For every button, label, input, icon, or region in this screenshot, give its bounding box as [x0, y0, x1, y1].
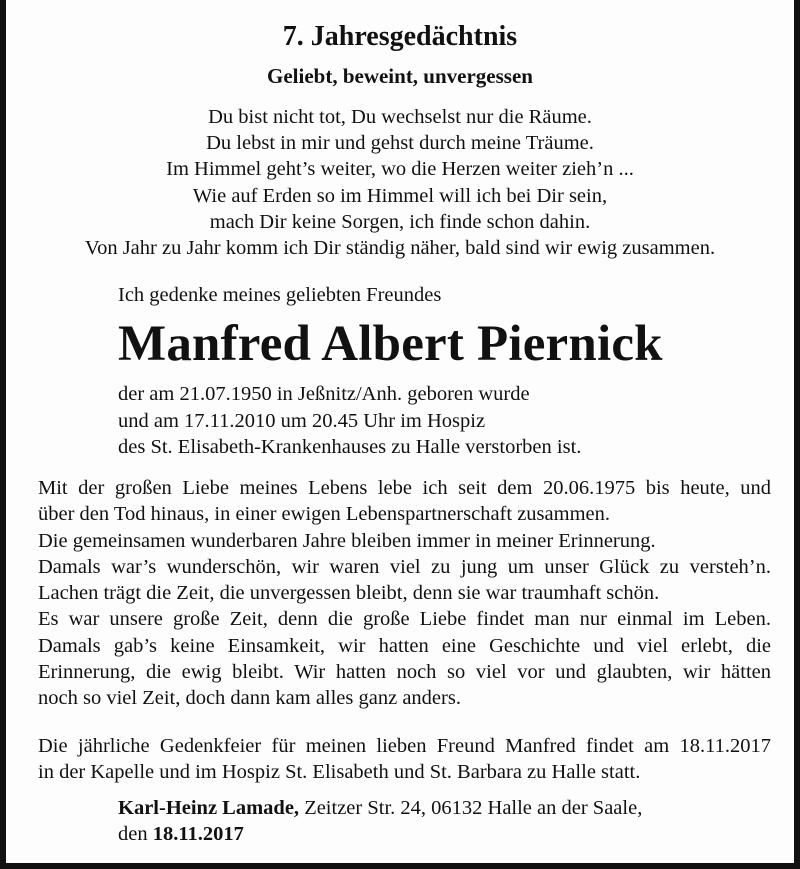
poem: [6, 104, 794, 261]
signature-date: 18.11.2017: [152, 823, 244, 846]
life-details: [118, 381, 581, 461]
poem-line: Im Himmel geht’s weiter, wo die Herzen weiter zieh’n ...: [166, 158, 634, 181]
body-line: Damals war’s wunderschön, wir waren viel zu jung um unser Glück zu versteh’n.: [38, 555, 771, 578]
signature-date-line: [118, 821, 642, 847]
body-line: Es war unsere große Zeit, denn die große Liebe findet man nur einmal im Leben.: [38, 608, 771, 631]
signature: [118, 795, 642, 848]
memorial-text: [38, 475, 771, 712]
memorial-event: [38, 733, 771, 786]
intro-text: Ich gedenke meines geliebten Freundes: [118, 284, 442, 306]
event-line: in der Kapelle und im Hospiz St. Elisabeth und St. Barbara zu Halle statt.: [38, 761, 641, 784]
poem-line: Du bist nicht tot, Du wechselst nur die Räume.: [208, 106, 592, 128]
detail-line: des St. Elisabeth-Krankenhauses zu Halle verstorben ist.: [118, 436, 582, 458]
body-line: Die gemeinsamen wunderbaren Jahre bleiben immer in meiner Erinnerung.: [38, 529, 656, 552]
detail-line: und am 17.11.2010 um 20.45 Uhr im Hospiz: [118, 409, 486, 432]
date-prefix: den: [118, 823, 153, 846]
poem-line: Von Jahr zu Jahr komm ich Dir ständig näher, bald sind wir ewig zusammen.: [84, 237, 716, 260]
notice-title: 7. Jahresgedächtnis: [282, 21, 518, 52]
body-line: Lachen trägt die Zeit, die unvergessen bleibt, denn sie war traumhaft schön.: [38, 582, 660, 605]
event-line: Die jährliche Gedenkfeier für meinen lieben Freund Manfred findet am 18.11.2017: [38, 735, 771, 757]
body-line: noch so viel Zeit, doch dann kam alles ganz anders.: [38, 687, 461, 710]
detail-line: der am 21.07.1950 in Jeßnitz/Anh. geboren wurde: [118, 383, 530, 405]
body-line: über den Tod hinaus, in einer ewigen Lebenspartnerschaft zusammen.: [38, 503, 610, 526]
body-line: Erinnerung, die ewig bleibt. Wir hatten noch so viel vor und glaubten, wir hätten: [38, 661, 771, 684]
poem-line: mach Dir keine Sorgen, ich finde schon dahin.: [209, 210, 591, 233]
deceased-name: Manfred Albert Piernick: [118, 316, 663, 372]
poem-line: Wie auf Erden so im Himmel will ich bei Dir sein,: [192, 184, 608, 207]
signer-address: Zeitzer Str. 24, 06132 Halle an der Saale,: [299, 797, 643, 819]
poem-line: Du lebst in mir und gehst durch meine Träume.: [206, 132, 594, 155]
body-line: Mit der großen Liebe meines Lebens lebe ich seit dem 20.06.1975 bis heute, und: [38, 477, 771, 499]
body-line: Damals gab’s keine Einsamkeit, wir hatten eine Geschichte und viel erlebt, die: [38, 634, 771, 657]
signature-line: [118, 795, 642, 821]
notice-subtitle: Geliebt, beweint, unvergessen: [267, 64, 533, 88]
signer-name: Karl-Heinz Lamade,: [118, 797, 300, 819]
